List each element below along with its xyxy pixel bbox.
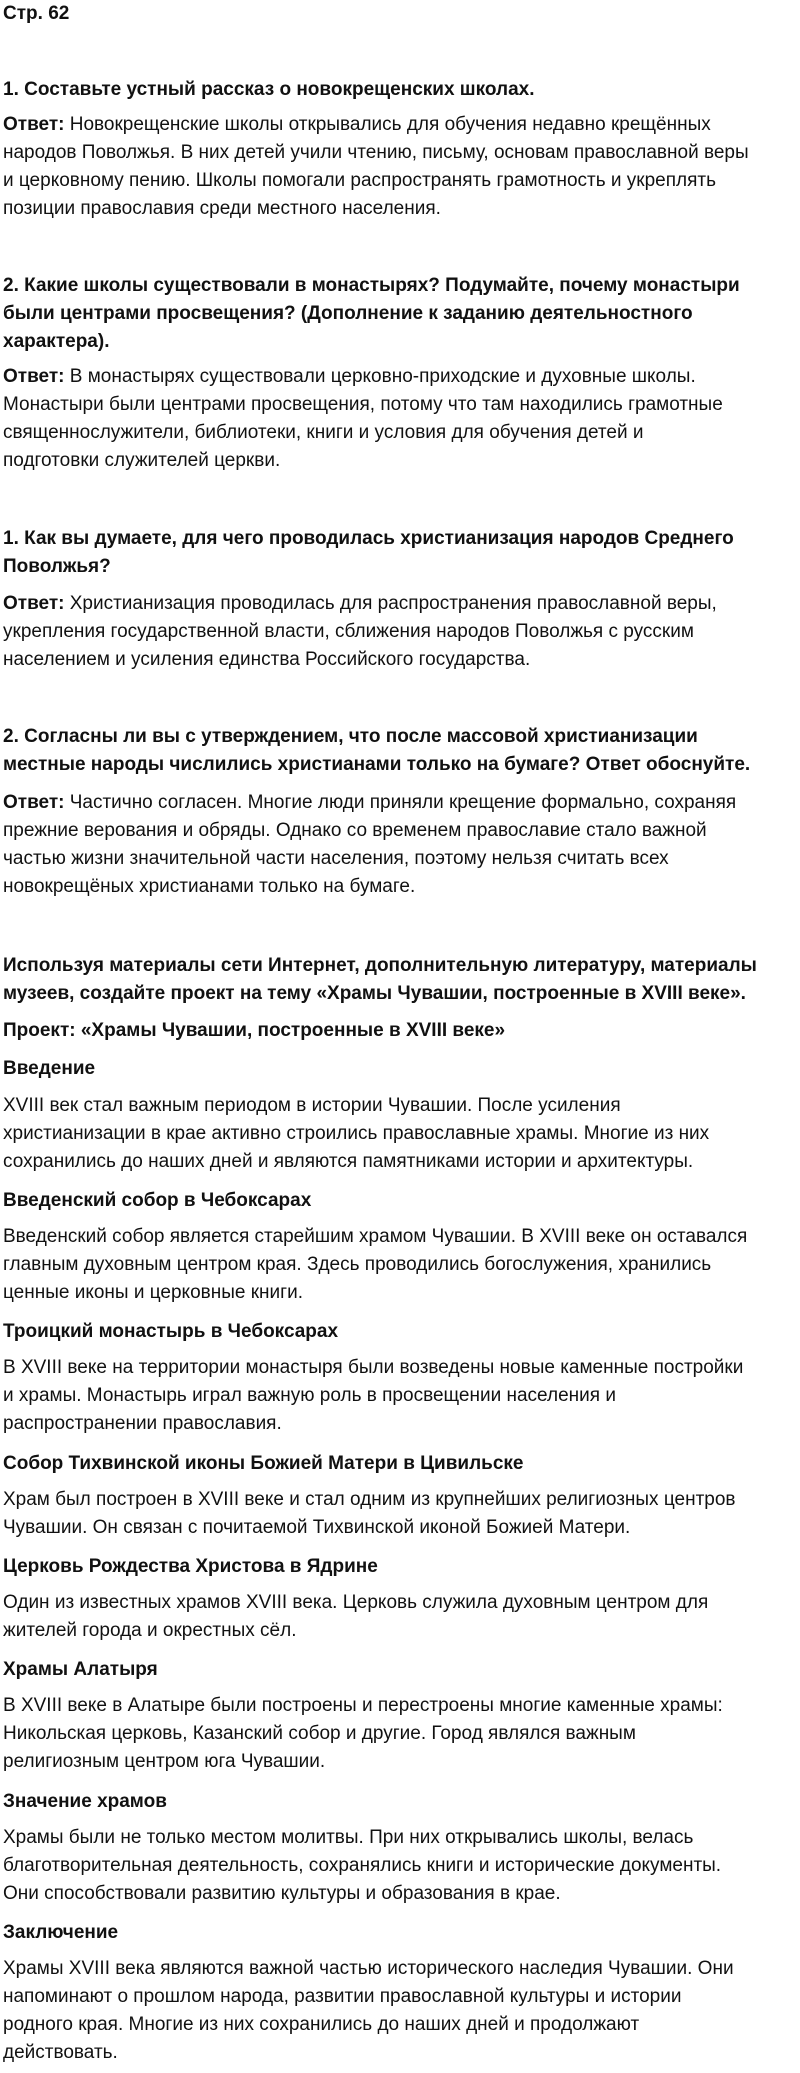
answer-2-line: Монастыри были центрами просвещения, потому что там находились грамотные	[3, 394, 723, 415]
section-text-line: благотворительная деятельность, сохранялись книги и исторические документы.	[3, 1855, 722, 1876]
section-text-line: Они способствовали развитию культуры и образования в крае.	[3, 1883, 561, 1904]
question-4-line: 2. Согласны ли вы с утверждением, что после массовой христианизации	[3, 726, 698, 747]
section-heading: Введенский собор в Чебоксарах	[3, 1190, 312, 1211]
project-title: Проект: «Храмы Чувашии, построенные в XVIII веке»	[3, 1020, 506, 1041]
section-text-line: В XVIII веке в Алатыре были построены и перестроены многие каменные храмы:	[3, 1695, 723, 1716]
question-3-line: 1. Как вы думаете, для чего проводилась христианизация народов Среднего	[3, 528, 734, 549]
question-1-line: 1. Составьте устный рассказ о новокрещенских школах.	[3, 79, 535, 100]
answer-1-line: и церковному пению. Школы помогали распространять грамотность и укреплять	[3, 170, 716, 191]
section-text-line: XVIII век стал важным периодом в истории Чувашии. После усиления	[3, 1095, 621, 1116]
section-text-line: действовать.	[3, 2042, 118, 2063]
answer-2-line: Ответ: В монастырях существовали церковно-приходские и духовные школы.	[3, 366, 696, 387]
section-text-line: Чувашии. Он связан с почитаемой Тихвинской иконой Божией Матери.	[3, 1517, 631, 1538]
section-text-line: главным духовным центром края. Здесь проводились богослужения, хранились	[3, 1254, 712, 1275]
answer-1-line: позиции православия среди местного населения.	[3, 198, 441, 219]
section-heading: Заключение	[3, 1922, 119, 1943]
section-text-line: Храм был построен в XVIII веке и стал одним из крупнейших религиозных центров	[3, 1489, 736, 1510]
answer-4-line: Ответ: Частично согласен. Многие люди приняли крещение формально, сохраняя	[3, 792, 737, 813]
project-task-line: Используя материалы сети Интернет, дополнительную литературу, материалы	[3, 955, 757, 976]
answer-label: Ответ:	[3, 114, 65, 135]
section-heading: Введение	[3, 1058, 96, 1079]
question-2-line: были центрами просвещения? (Дополнение к заданию деятельностного	[3, 303, 693, 324]
section-text-line: Введенский собор является старейшим храмом Чувашии. В XVIII веке он оставался	[3, 1226, 748, 1247]
answer-1-line: народов Поволжья. В них детей учили чтению, письму, основам православной веры	[3, 142, 749, 163]
answer-label: Ответ:	[3, 593, 65, 614]
section-heading: Храмы Алатыря	[3, 1659, 158, 1680]
section-text-line: сохранились до наших дней и являются памятниками истории и архитектуры.	[3, 1151, 694, 1172]
section-heading: Собор Тихвинской иконы Божией Матери в Цивильске	[3, 1453, 524, 1474]
answer-2-line: священнослужители, библиотеки, книги и условия для обучения детей и	[3, 422, 644, 443]
answer-3-line: населением и усиления единства Российского государства.	[3, 649, 531, 670]
answer-4-line: частью жизни значительной части населения, поэтому нельзя считать всех	[3, 848, 669, 869]
section-heading: Троицкий монастырь в Чебоксарах	[3, 1321, 339, 1342]
question-2-line: характера).	[3, 331, 110, 352]
section-text-line: Один из известных храмов XVIII века. Церковь служила духовным центром для	[3, 1592, 709, 1613]
answer-1-line: Ответ: Новокрещенские школы открывались для обучения недавно крещённых	[3, 114, 711, 135]
section-text-line: и храмы. Монастырь играл важную роль в просвещении населения и	[3, 1385, 616, 1406]
section-text-line: религиозным центром юга Чувашии.	[3, 1751, 326, 1772]
question-2-line: 2. Какие школы существовали в монастырях? Подумайте, почему монастыри	[3, 275, 740, 296]
page-number: Стр. 62	[3, 3, 70, 24]
section-text-line: родного края. Многие из них сохранились до наших дней и продолжают	[3, 2014, 640, 2035]
section-text-line: ценные иконы и церковные книги.	[3, 1282, 303, 1303]
section-text-line: Никольская церковь, Казанский собор и другие. Город являлся важным	[3, 1723, 636, 1744]
project-task-line: музеев, создайте проект на тему «Храмы Чувашии, построенные в XVIII веке».	[3, 983, 746, 1004]
section-heading: Церковь Рождества Христова в Ядрине	[3, 1556, 378, 1577]
answer-2-line: подготовки служителей церкви.	[3, 450, 281, 471]
question-3-line: Поволжья?	[3, 556, 111, 577]
question-4-line: местные народы числились христианами только на бумаге? Ответ обоснуйте.	[3, 754, 751, 775]
answer-4-line: новокрещёных христианами только на бумаге.	[3, 876, 416, 897]
section-text-line: В XVIII веке на территории монастыря были возведены новые каменные постройки	[3, 1357, 744, 1378]
section-text-line: христианизации в крае активно строились православные храмы. Многие из них	[3, 1123, 710, 1144]
section-text-line: жителей города и окрестных сёл.	[3, 1620, 297, 1641]
answer-3-line: Ответ: Христианизация проводилась для распространения православной веры,	[3, 593, 717, 614]
answer-4-line: прежние верования и обряды. Однако со временем православие стало важной	[3, 820, 707, 841]
answer-label: Ответ:	[3, 792, 65, 813]
section-text-line: Храмы были не только местом молитвы. При них открывались школы, велась	[3, 1827, 694, 1848]
section-text-line: распространении православия.	[3, 1413, 282, 1434]
answer-label: Ответ:	[3, 366, 65, 387]
section-heading: Значение храмов	[3, 1791, 167, 1812]
answer-3-line: укрепления государственной власти, сближения народов Поволжья с русским	[3, 621, 694, 642]
section-text-line: напоминают о прошлом народа, развитии православной культуры и истории	[3, 1986, 682, 2007]
section-text-line: Храмы XVIII века являются важной частью исторического наследия Чувашии. Они	[3, 1958, 734, 1979]
